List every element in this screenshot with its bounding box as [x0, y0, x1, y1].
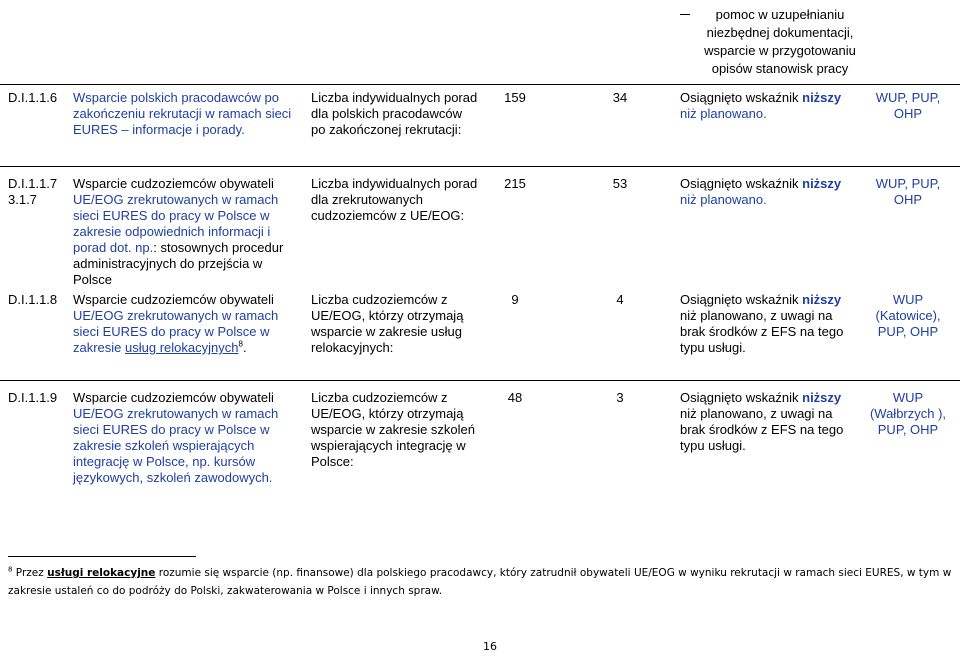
page-number: 16	[483, 640, 497, 653]
footnote-number: 8	[8, 565, 13, 574]
row-description	[73, 292, 295, 356]
row-id: D.I.1.1.6	[8, 90, 58, 105]
row-institution: WUP, PUP, OHP	[875, 90, 941, 121]
desc-highlight: UE/EOG zrekrutowanych w ramach sieci EURES do pracy w Polsce w zakresie	[73, 308, 279, 355]
status-suffix: niż planowano.	[680, 192, 767, 207]
row-achieved-value: 53	[612, 176, 628, 191]
desc-end: .	[242, 340, 247, 355]
row-description-text: Wsparcie polskich pracodawców po zakończeniu rekrutacji w ramach sieci EURES – informacje i porady.	[73, 90, 292, 137]
status-suffix: niż planowano, z uwagi na brak środków z EFS na tego typu usługi.	[680, 308, 844, 355]
row-status	[680, 176, 860, 208]
row-achieved-value: 34	[612, 90, 628, 105]
row-id-secondary: 3.1.7	[8, 192, 37, 207]
row-planned-value: 48	[507, 390, 523, 405]
row-indicator: Liczba cudzoziemców z UE/EOG, którzy otrzymają wsparcie w zakresie szkoleń wspierających integrację w Polsce:	[311, 390, 476, 469]
row-divider	[0, 166, 960, 167]
status-prefix: Osiągnięto wskaźnik	[680, 390, 803, 405]
row-institution: WUP (Katowice), PUP, OHP	[875, 292, 941, 339]
footnote-text: rozumie się wsparcie (np. finansowe) dla polskiego pracodawcy, który zatrudnił obywateli UE/EOG w wyniku rekrutacji w ramach sieci EURES, w tym w zakresie ustaleń co do podróży do Polski, zakwaterowania w Polsce i innych spraw.	[8, 567, 952, 597]
row-id-primary: D.I.1.1.7	[8, 176, 58, 191]
status-prefix: Osiągnięto wskaźnik	[680, 292, 803, 307]
status-suffix: niż planowano.	[680, 106, 767, 121]
row-id: D.I.1.1.8	[8, 292, 58, 307]
footnote	[8, 564, 956, 600]
row-indicator: Liczba indywidualnych porad dla zrekrutowanych cudzoziemców z UE/EOG:	[311, 176, 478, 223]
desc-rest: : stosownych procedur administracyjnych do przejścia w Polsce	[73, 240, 284, 287]
footnote-ref[interactable]: 8	[238, 339, 243, 349]
footnote-lead: Przez	[12, 567, 48, 579]
status-prefix: Osiągnięto wskaźnik	[680, 176, 803, 191]
status-emphasis: niższy	[802, 176, 842, 191]
row-planned-value: 159	[504, 90, 526, 105]
desc-highlight: UE/EOG zrekrutowanych w ramach sieci EURES do pracy w Polsce w zakresie odpowiednich informacji i porad dot. np.	[73, 192, 279, 255]
row-institution: WUP, PUP, OHP	[875, 176, 941, 207]
row-status	[680, 390, 860, 454]
status-emphasis: niższy	[802, 390, 842, 405]
footnote-term: usługi relokacyjne	[47, 567, 156, 579]
row-achieved-value: 4	[616, 292, 624, 307]
row-divider	[0, 84, 960, 85]
row-planned-value: 215	[504, 176, 526, 191]
row-indicator: Liczba cudzoziemców z UE/EOG, którzy otrzymają wsparcie w zakresie usług relokacyjnych:	[311, 292, 464, 355]
row-indicator: Liczba indywidualnych porad dla polskich pracodawców po zakończonej rekrutacji:	[311, 90, 478, 137]
row-description	[73, 90, 295, 138]
desc-line1: Wsparcie cudzoziemców obywateli	[73, 176, 274, 191]
row-status	[680, 90, 860, 122]
status-emphasis: niższy	[802, 90, 842, 105]
footnote-separator	[8, 556, 196, 557]
status-suffix: niż planowano, z uwagi na brak środków z EFS na tego typu usługi.	[680, 406, 844, 453]
row-divider	[0, 380, 960, 381]
status-emphasis: niższy	[802, 292, 842, 307]
row-description	[73, 390, 295, 486]
desc-highlight: UE/EOG zrekrutowanych w ramach sieci EURES do pracy w Polsce w zakresie szkoleń wspierających integrację w Polsce, np. kursów językowych, szkoleń zawodowych.	[73, 406, 279, 485]
row-description	[73, 176, 295, 288]
row-achieved-value: 3	[616, 390, 624, 405]
row-id	[8, 176, 74, 208]
row-id: D.I.1.1.9	[8, 390, 58, 405]
desc-line1: Wsparcie cudzoziemców obywateli	[73, 390, 274, 405]
status-prefix: Osiągnięto wskaźnik	[680, 90, 803, 105]
row-status	[680, 292, 860, 356]
continuation-text: pomoc w uzupełnianiu niezbędnej dokumentacji, wsparcie w przygotowaniu opisów stanowisk pracy	[704, 7, 856, 76]
relocation-services-link[interactable]: usług relokacyjnych	[125, 340, 239, 355]
bullet-dash	[680, 14, 690, 15]
row-institution: WUP (Wałbrzych ), PUP, OHP	[869, 390, 947, 437]
row-planned-value: 9	[511, 292, 519, 307]
desc-line1: Wsparcie cudzoziemców obywateli	[73, 292, 274, 307]
